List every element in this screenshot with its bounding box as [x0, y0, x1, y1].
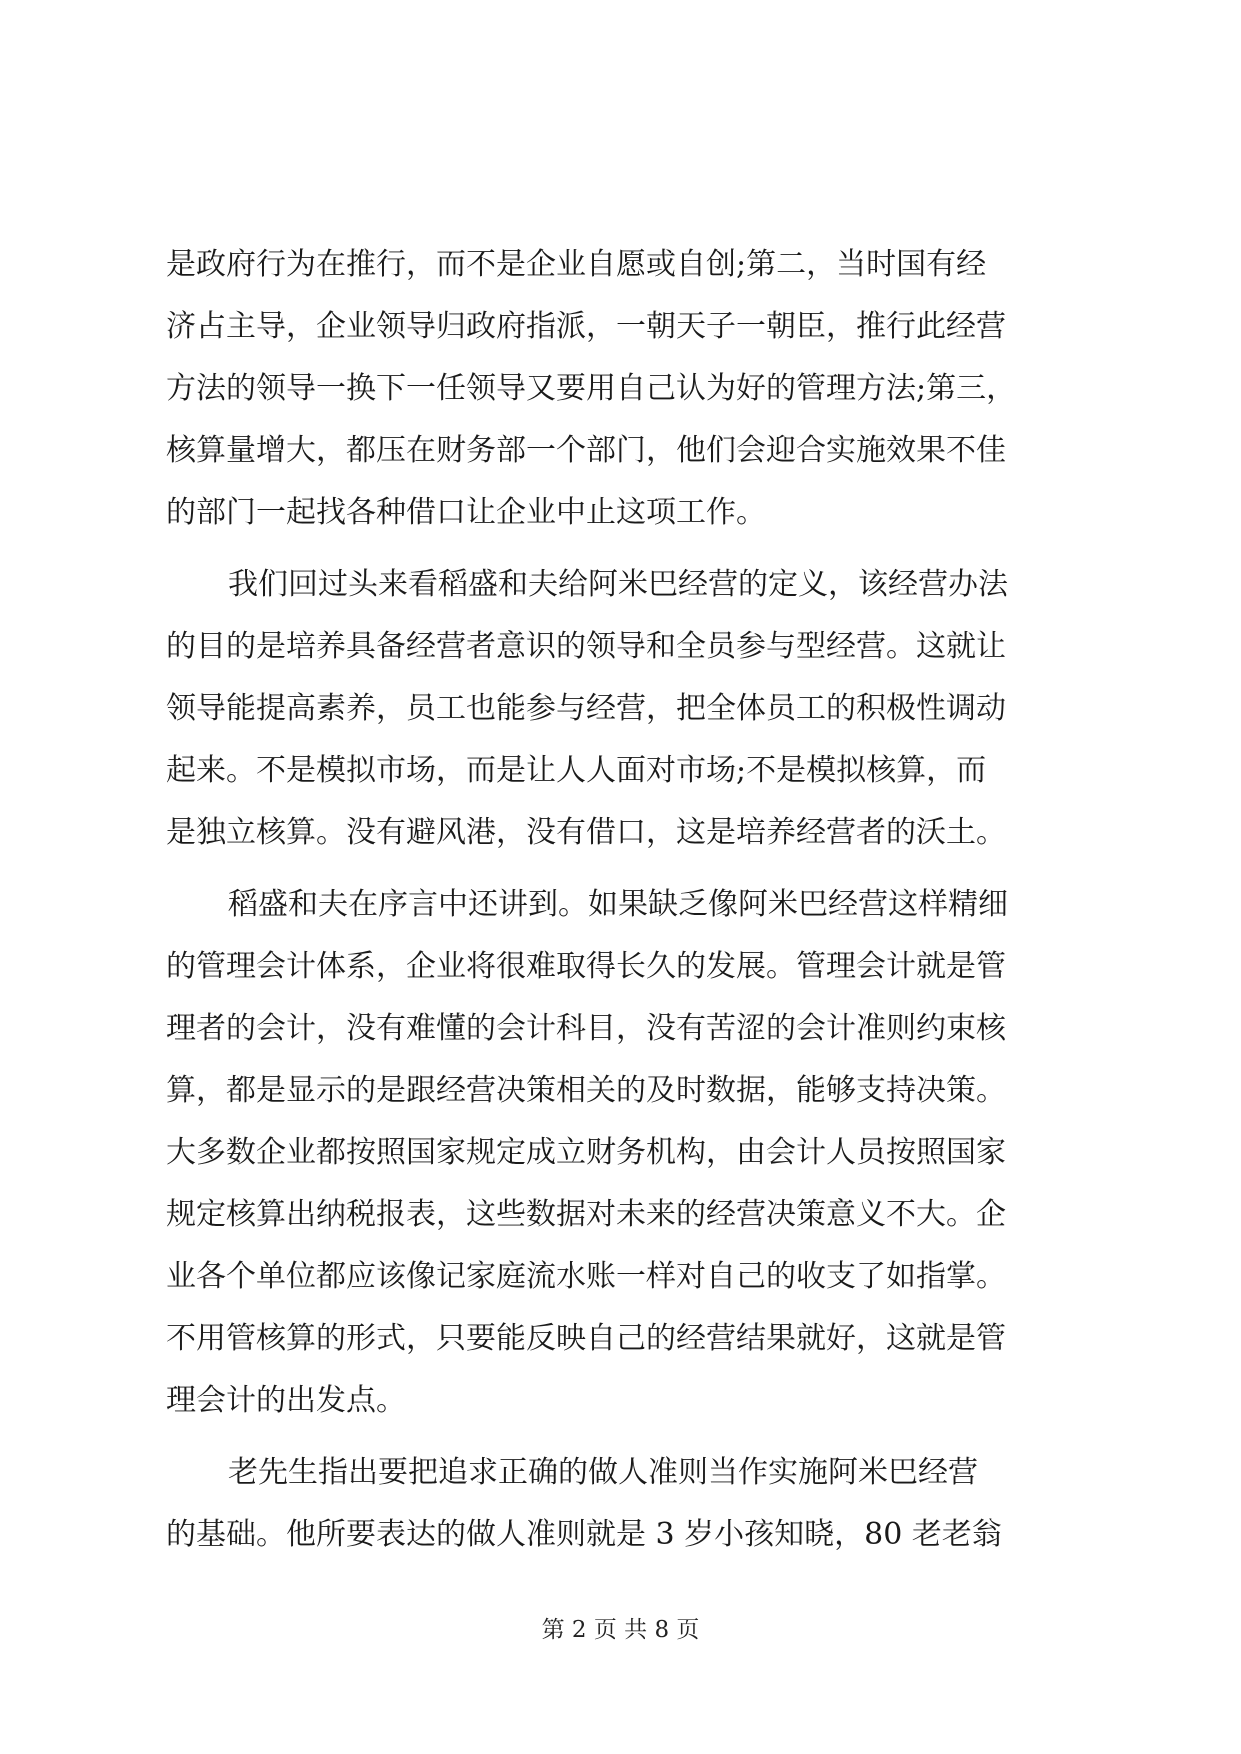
text-line: 老先生指出要把追求正确的做人准则当作实施阿米巴经营 — [228, 1455, 978, 1490]
body-text — [166, 234, 1086, 1566]
text-line: 济占主导，企业领导归政府指派，一朝天子一朝臣，推行此经营 — [166, 309, 1006, 344]
text-line: 是政府行为在推行，而不是企业自愿或自创;第二，当时国有经 — [166, 247, 987, 282]
text-line: 大多数企业都按照国家规定成立财务机构，由会计人员按照国家 — [166, 1135, 1006, 1170]
text-line: 业各个单位都应该像记家庭流水账一样对自己的收支了如指掌。 — [166, 1259, 1006, 1294]
text-line: 的目的是培养具备经营者意识的领导和全员参与型经营。这就让 — [166, 629, 1006, 664]
paragraph — [166, 234, 1086, 544]
text-line: 的管理会计体系，企业将很难取得长久的发展。管理会计就是管 — [166, 949, 1006, 984]
paragraph — [166, 1442, 1086, 1566]
text-line: 算，都是显示的是跟经营决策相关的及时数据，能够支持决策。 — [166, 1073, 1006, 1108]
text-line: 领导能提高素养，员工也能参与经营，把全体员工的积极性调动 — [166, 691, 1006, 726]
text-line: 我们回过头来看稻盛和夫给阿米巴经营的定义，该经营办法 — [228, 567, 1008, 602]
text-line: 核算量增大，都压在财务部一个部门，他们会迎合实施效果不佳 — [166, 433, 1006, 468]
text-line: 是独立核算。没有避风港，没有借口，这是培养经营者的沃土。 — [166, 815, 1006, 850]
text-line: 理者的会计，没有难懂的会计科目，没有苦涩的会计准则约束核 — [166, 1011, 1006, 1046]
paragraph-spacer — [166, 544, 1086, 554]
text-line: 稻盛和夫在序言中还讲到。如果缺乏像阿米巴经营这样精细 — [228, 887, 1008, 922]
paragraph — [166, 554, 1086, 864]
text-line: 的基础。他所要表达的做人准则就是 3 岁小孩知晓，80 老老翁 — [166, 1517, 1002, 1552]
text-line: 理会计的出发点。 — [166, 1383, 406, 1418]
text-line: 方法的领导一换下一任领导又要用自己认为好的管理方法;第三， — [166, 371, 1017, 406]
text-line: 规定核算出纳税报表，这些数据对未来的经营决策意义不大。企 — [166, 1197, 1006, 1232]
paragraph — [166, 874, 1086, 1432]
text-line: 不用管核算的形式，只要能反映自己的经营结果就好，这就是管 — [166, 1321, 1006, 1356]
paragraph-spacer — [166, 1432, 1086, 1442]
text-line: 起来。不是模拟市场，而是让人人面对市场;不是模拟核算，而 — [166, 753, 987, 788]
text-line: 的部门一起找各种借口让企业中止这项工作。 — [166, 495, 766, 530]
paragraph-spacer — [166, 864, 1086, 874]
page-number-footer: 第 2 页 共 8 页 — [541, 1617, 700, 1643]
